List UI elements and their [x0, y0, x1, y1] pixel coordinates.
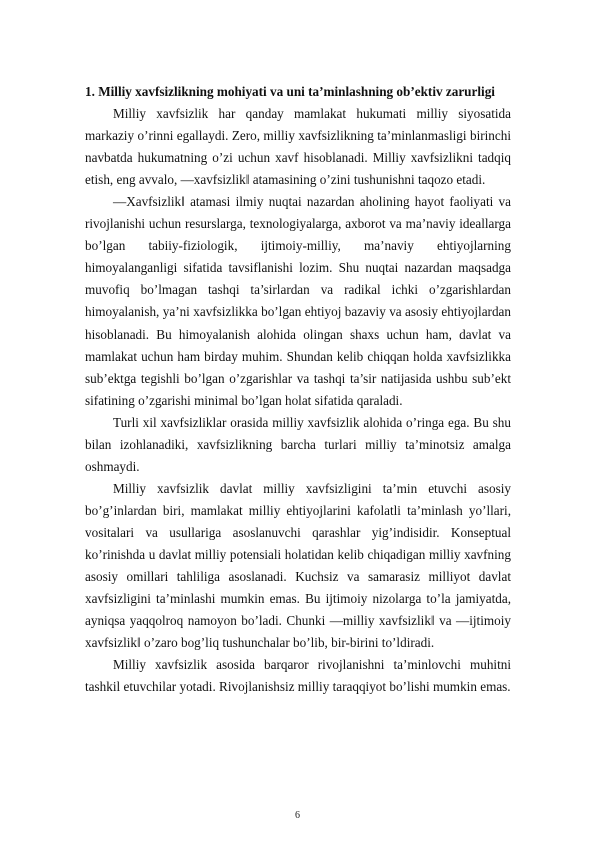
paragraph-4: Milliy xavfsizlik davlat milliy xavfsizligini ta’min etuvchi asosiy bo’g’inlardan biri, mamlakat milliy ehtiyojlarini kafolatli ta’minlash yo’llari, vositalari va usullariga asoslanuvchi qarashlar yig’indisidir. Konseptual ko’rinishda u davlat milliy potensiali holatidan kelib chiqadigan milliy xavfning asosiy omillari tahliliga asoslanadi. Kuchsiz va samarasiz milliyot davlat xavfsizligini ta’minlashi mumkin emas. Bu ijtimoiy nizolarga to’la jamiyatda, ayniqsa yaqqolroq namoyon bo’ladi. Chunki ―milliy xavfsizlik‖ va ―ijtimoiy xavfsizlik‖ o’zaro bog’liq tushunchalar bo’lib, bir-birini to’ldiradi.	[85, 480, 511, 651]
paragraph-5: Milliy xavfsizlik asosida barqaror rivojlanishni ta’minlovchi muhitni tashkil etuvchilar yotadi. Rivojlanishsiz milliy taraqqiyot bo’lishi mumkin emas.	[85, 657, 511, 695]
paragraph-2: ―Xavfsizlik‖ atamasi ilmiy nuqtai nazardan aholining hayot faoliyati va rivojlanishi uchun resurslarga, texnologiyalarga, axborot va ma’naviy ideallarga bo’lgan tabiiy-fiziologik, ijtimoiy-milliy, ma’naviy ehtiyojlarning himoyalanganligi sifatida tavsiflanishi lozim. Shu nuqtai nazardan maqsadga muvofiq bo’lmagan tashqi ta’sirlardan va radikal ichki o’zgarishlardan himoyalanish, ya’ni xavfsizlikka bo’lgan ehtiyoj bazaviy va asosiy ehtiyojlardan hisoblanadi. Bu himoyalanish alohida olingan shaxs uchun ham, davlat va mamlakat uchun ham birday muhim. Shundan kelib chiqqan holda xavfsizlikka sub’ektga tegishli bo’lgan o’zgarishlar va tashqi ta’sir natijasida ushbu sub’ekt sifatining o’zgarishi minimal bo’lgan holat sifatida qaraladi.	[85, 194, 511, 408]
document-page	[85, 81, 511, 698]
page-number: 6	[295, 810, 300, 821]
paragraph-1: Milliy xavfsizlik har qanday mamlakat hukumati milliy siyosatida markaziy o’rinni egallaydi. Zero, milliy xavfsizlikning ta’minlanmasligi birinchi navbatda hukumatning o’zi uchun xavf hisoblanadi. Milliy xavfsizlikni tadqiq etish, eng avvalo, ―xavfsizlik‖ atamasining o’zini tushunishni taqozo etadi.	[85, 106, 511, 188]
paragraph-3: Turli xil xavfsizliklar orasida milliy xavfsizlik alohida o’ringa ega. Bu shu bilan izohlanadiki, xavfsizlikning barcha turlari milliy ta’minotsiz amalga oshmaydi.	[85, 414, 511, 474]
section-heading: 1. Milliy xavfsizlikning mohiyati va uni ta’minlashning ob’ektiv zarurligi	[85, 84, 495, 99]
